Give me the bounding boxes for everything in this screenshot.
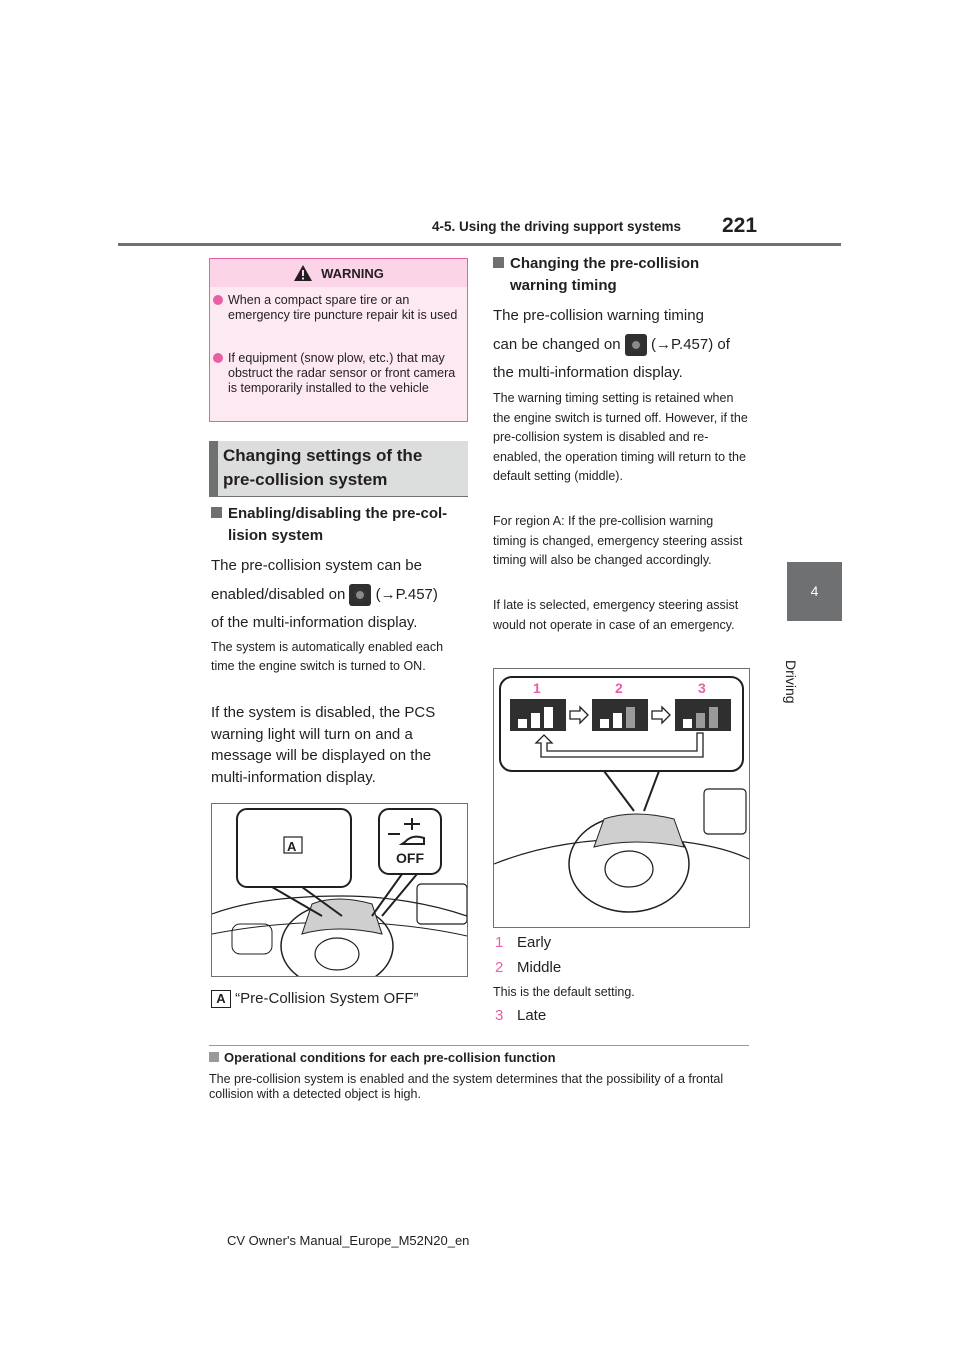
bullet-icon	[213, 295, 223, 305]
page-number: 221	[722, 214, 758, 237]
text-line: The pre-collision system can be	[211, 557, 422, 574]
left-paragraph-2: The system is automatically enabled each time the engine switch is turned to ON.	[211, 640, 444, 673]
warning-item-text: When a compact spare tire or an emergency tire puncture repair kit is used	[228, 293, 458, 322]
chapter-label: Driving	[783, 660, 799, 704]
footer: CV Owner's Manual_Europe_M52N20_en	[227, 1233, 470, 1248]
left-subheading	[211, 503, 471, 547]
list-label: Late	[517, 1007, 547, 1024]
figure-number-2: 2	[615, 680, 623, 696]
right-paragraph-3: For region A: If the pre-collision warning timing is changed, emergency steering assist timing will also be changed accordingly.	[493, 514, 743, 567]
text-line: enabled/disabled on	[211, 585, 346, 603]
left-paragraph-1	[211, 555, 476, 633]
page-ref: (→P.457)	[375, 585, 438, 603]
square-bullet-icon	[493, 257, 504, 268]
middle-default-note: This is the default setting.	[493, 985, 635, 999]
warning-triangle-icon	[293, 264, 313, 282]
pcs-off-figure	[211, 803, 468, 977]
page-ref: (→P.457) of	[650, 335, 730, 353]
warning-item-text: If equipment (snow plow, etc.) that may obstruct the radar sensor or front camera is temporarily installed to the vehicle	[228, 351, 456, 395]
list-number: 3	[495, 1007, 504, 1024]
text-line: of the multi-information display.	[211, 613, 418, 631]
list-label: Early	[517, 934, 552, 951]
warning-title: WARNING	[321, 265, 384, 281]
callout-a-in-figure: A	[287, 839, 297, 854]
note-heading	[209, 1050, 556, 1065]
caption-text: “Pre-Collision System OFF”	[235, 990, 419, 1007]
left-paragraph-3: If the system is disabled, the PCS warning light will turn on and a message will be displayed on the multi-information display.	[211, 704, 436, 786]
header-rule	[118, 243, 841, 246]
timing-illustration	[494, 669, 749, 927]
note-rule	[209, 1045, 749, 1046]
chapter-tab: 4	[787, 562, 842, 621]
list-item-early	[495, 932, 551, 954]
list-label: Middle	[517, 959, 562, 976]
subheading-line: Enabling/disabling the pre-col-	[228, 505, 448, 522]
off-label: OFF	[396, 850, 424, 866]
text-line: The pre-collision warning timing	[493, 307, 704, 324]
square-bullet-icon	[209, 1052, 219, 1062]
list-number: 2	[495, 959, 504, 976]
figure-number-3: 3	[698, 680, 706, 696]
section-title	[223, 444, 422, 492]
subheading-line: lision system	[228, 527, 324, 544]
warning-item	[228, 293, 458, 323]
callout-a: A	[211, 990, 231, 1008]
dashboard-illustration	[212, 804, 467, 976]
bullet-icon	[213, 353, 223, 363]
warning-box	[209, 258, 468, 422]
text-line: the multi-information display.	[493, 363, 683, 381]
right-subheading	[493, 253, 753, 297]
text-line: can be changed on	[493, 335, 621, 353]
figure-caption	[211, 988, 419, 1010]
warning-header	[210, 259, 467, 287]
note-body: The pre-collision system is enabled and the system determines that the possibility of a frontal collision with a detected object is high.	[209, 1072, 724, 1101]
figure-number-1: 1	[533, 680, 541, 696]
right-paragraph-2: The warning timing setting is retained when the engine switch is turned off. However, if the pre-collision system is disabled and re-enabled, the operation timing will return to the default setting (middle).	[493, 391, 748, 483]
list-item-middle	[495, 957, 561, 979]
section-title-line: pre-collision system	[223, 470, 388, 489]
section-title-line: Changing settings of the	[223, 446, 423, 465]
right-paragraph-1	[493, 305, 753, 383]
running-header: 4-5. Using the driving support systems	[432, 219, 682, 234]
section-rule	[209, 496, 468, 497]
list-item-late	[495, 1005, 546, 1027]
right-paragraph-4: If late is selected, emergency steering assist would not operate in case of an emergency.	[493, 598, 739, 632]
list-number: 1	[495, 934, 504, 951]
subheading-line: Changing the pre-collision	[510, 255, 700, 272]
square-bullet-icon	[211, 507, 222, 518]
settings-icon	[349, 584, 371, 606]
warning-item	[228, 351, 458, 396]
settings-icon	[625, 334, 647, 356]
subheading-line: warning timing	[510, 277, 617, 294]
warning-timing-figure	[493, 668, 750, 928]
note-heading-text: Operational conditions for each pre-collision function	[224, 1050, 556, 1065]
